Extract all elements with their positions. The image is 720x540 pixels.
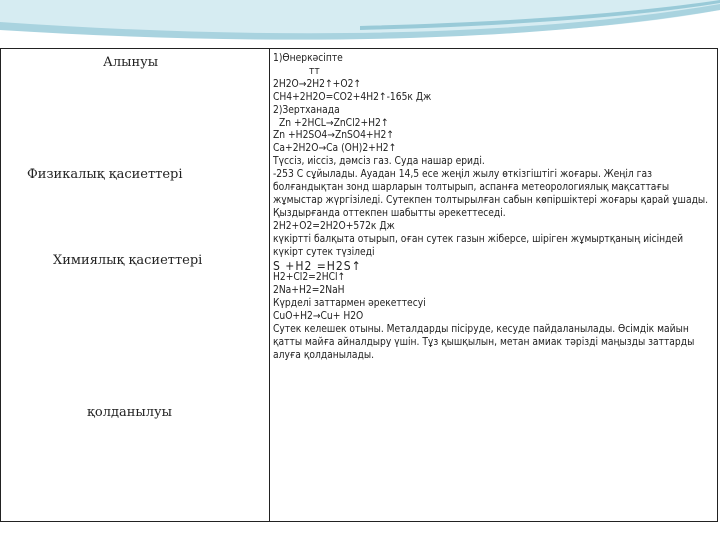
content-paragraph: Сутек келешек отыны. Металдарды пісіруде, кесуде пайдаланылады. Өсімдік майын қатты майға айналдыру үшін. Тұз қышқылын, метан амиак тәрізді маңызды заттарды алуға қолданылады. xyxy=(273,324,695,361)
content-line: Күрделі заттармен әрекеттесуі xyxy=(273,298,426,310)
label-chemical-properties: Химиялық қасиеттері xyxy=(53,253,203,268)
content-line: 2Na+H2=2NaH xyxy=(273,285,345,297)
content-line: 2)Зертханада xyxy=(273,104,340,116)
content-line: Қыздырғанда оттекпен шабытты әрекеттеседі. xyxy=(273,207,506,219)
label-usage: қолданылуы xyxy=(87,405,172,420)
content-line: Zn +H2SO4→ZnSO4+H2↑ xyxy=(273,130,394,142)
content-line: 1)Өнеркәсіпте xyxy=(273,53,343,64)
content-line: Ca+2H2O→Ca (OH)2+H2↑ xyxy=(273,143,397,155)
content-line: Zn +2HCL→ZnCl2+H2↑ xyxy=(279,117,389,129)
content-line: CH4+2H2O=CO2+4H2↑-165к Дж xyxy=(273,91,432,103)
content-line: тт xyxy=(309,65,320,77)
properties-table xyxy=(0,48,718,522)
content-line: CuO+H2→Cu+ H2O xyxy=(273,311,364,323)
content-paragraph: -253 С сұйылады. Ауадан 14,5 есе жеңіл жылу өткізгіштігі жоғары. Жеңіл газ болғандықтан зонд шарларын толтырып, аспанға метеорологиялық мақсаттағы жұмыстар жүргізіледі. Сутекпен толтырылған сабын көпіршіктері жоғары қарай ұшады. xyxy=(273,169,709,206)
label-physical-properties: Физикалық қасиеттері xyxy=(27,167,183,182)
column-divider xyxy=(269,49,270,521)
content-line: 2H2O→2H2↑+O2↑ xyxy=(273,78,362,90)
content-line: S +H2 =H2S↑ xyxy=(273,258,362,273)
content-line: H2+Cl2=2HCl↑ xyxy=(273,272,346,284)
content-paragraph: күкіртті балқыта отырып, оған сутек газын жіберсе, шіріген жұмыртқаның иісіндей күкірт сутек түзіледі xyxy=(273,233,684,258)
label-production: Алынуы xyxy=(103,55,159,70)
content-column xyxy=(273,53,713,363)
content-line: Түссіз, иіссіз, дәмсіз газ. Суда нашар ериді. xyxy=(273,156,485,168)
content-line: 2H2+O2=2H2O+572к Дж xyxy=(273,220,395,232)
